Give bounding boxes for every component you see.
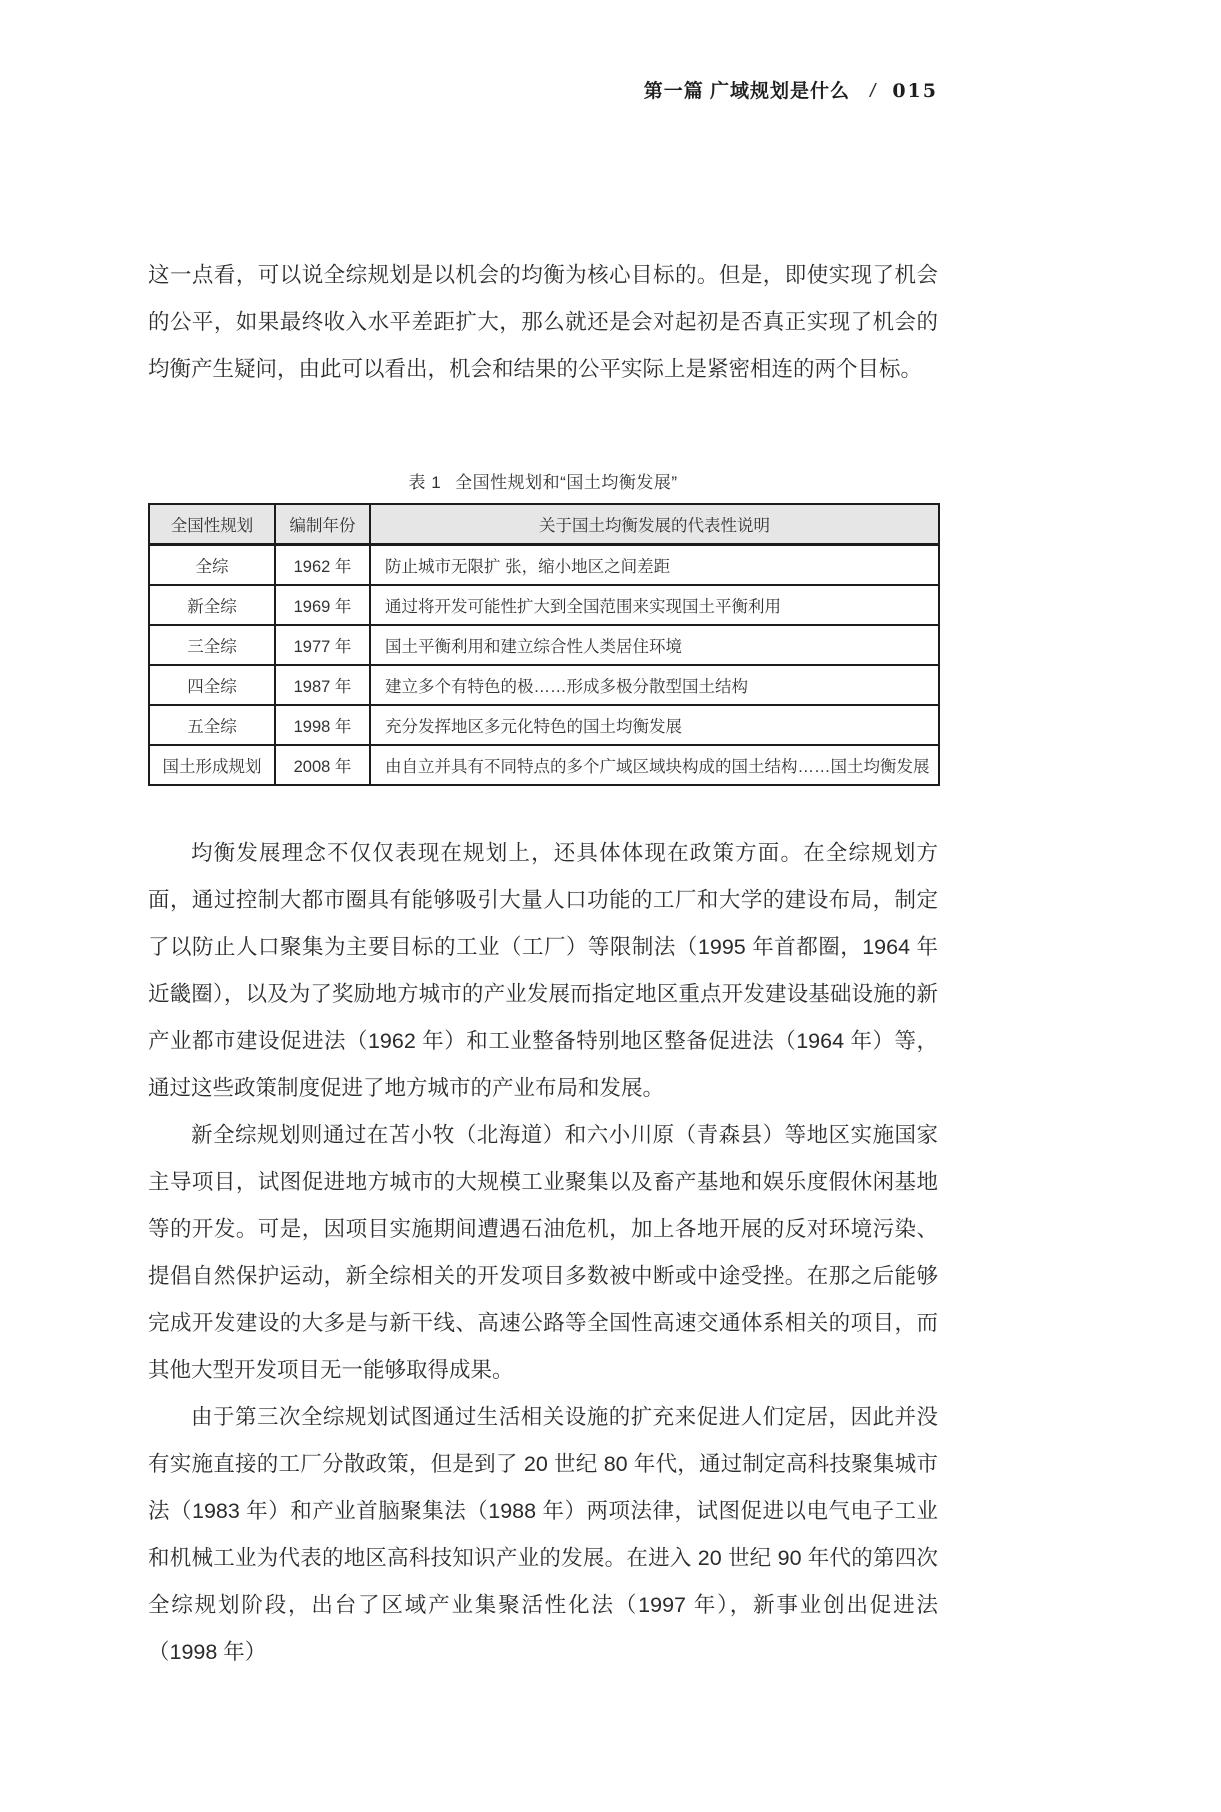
description-cell: 防止城市无限扩 张，缩小地区之间差距 xyxy=(370,545,939,586)
table-header-row xyxy=(149,504,939,545)
year-cell: 1977 年 xyxy=(275,625,370,665)
paragraph-4: 由于第三次全综规划试图通过生活相关设施的扩充来促进人们定居，因此并没有实施直接的工厂分散政策，但是到了 20 世纪 80 年代，通过制定高科技聚集城市法（1983 年）和产业首脑聚集法（1988 年）两项法律，试图促进以电气电子工业和机械工业为代表的地区高科技知识产业的发展。在进入 20 世纪 90 年代的第四次全综规划阶段，出台了区域产业集聚活性化法（1997 年），新事业创出促进法（1998 年） xyxy=(148,1405,938,1664)
header-separator: / xyxy=(870,81,877,102)
plan-name-cell: 四全综 xyxy=(149,665,275,705)
body-paragraphs xyxy=(148,830,938,1676)
plan-name-cell: 三全综 xyxy=(149,625,275,665)
chapter-title: 第一篇 广域规划是什么 xyxy=(643,81,851,102)
table-caption-label: 表 1 xyxy=(408,473,442,492)
column-header-year: 编制年份 xyxy=(275,504,370,545)
national-plans-table xyxy=(148,503,940,786)
paragraph-3: 新全综规划则通过在苫小牧（北海道）和六小川原（青森县）等地区实施国家主导项目，试图促进地方城市的大规模工业聚集以及畜产基地和娱乐度假休闲基地等的开发。可是，因项目实施期间遭遇石油危机，加上各地开展的反对环境污染、提倡自然保护运动，新全综相关的开发项目多数被中断或中途受挫。在那之后能够完成开发建设的大多是与新干线、高速公路等全国性高速交通体系相关的项目，而其他大型开发项目无一能够取得成果。 xyxy=(148,1123,938,1382)
running-header xyxy=(644,76,938,103)
plan-name-cell: 全综 xyxy=(149,545,275,586)
year-cell: 1962 年 xyxy=(275,545,370,586)
year-cell: 1998 年 xyxy=(275,705,370,745)
table-row xyxy=(149,745,939,785)
table-row xyxy=(149,545,939,586)
table-caption-title: 全国性规划和“国土均衡发展” xyxy=(455,473,678,492)
table-row xyxy=(149,705,939,745)
description-cell: 国土平衡利用和建立综合性人类居住环境 xyxy=(370,625,939,665)
description-cell: 通过将开发可能性扩大到全国范围来实现国土平衡利用 xyxy=(370,585,939,625)
year-cell: 1969 年 xyxy=(275,585,370,625)
description-cell: 充分发挥地区多元化特色的国土均衡发展 xyxy=(370,705,939,745)
table-caption xyxy=(148,468,938,493)
year-cell: 1987 年 xyxy=(275,665,370,705)
plan-name-cell: 五全综 xyxy=(149,705,275,745)
table-row xyxy=(149,625,939,665)
page-number: 015 xyxy=(892,80,938,102)
description-cell: 建立多个有特色的极……形成多极分散型国土结构 xyxy=(370,665,939,705)
description-cell: 由自立并具有不同特点的多个广域区域块构成的国土结构……国土均衡发展 xyxy=(370,745,939,785)
plan-name-cell: 新全综 xyxy=(149,585,275,625)
column-header-description: 关于国土均衡发展的代表性说明 xyxy=(370,504,939,545)
column-header-plan: 全国性规划 xyxy=(149,504,275,545)
paragraph-2: 均衡发展理念不仅仅表现在规划上，还具体体现在政策方面。在全综规划方面，通过控制大都市圈具有能够吸引大量人口功能的工厂和大学的建设布局，制定了以防止人口聚集为主要目标的工业（工厂）等限制法（1995 年首都圈，1964 年近畿圈），以及为了奖励地方城市的产业发展而指定地区重点开发建设基础设施的新产业都市建设促进法（1962 年）和工业整备特别地区整备促进法（1964 年）等，通过这些政策制度促进了地方城市的产业布局和发展。 xyxy=(148,841,938,1100)
paragraph-1: 这一点看，可以说全综规划是以机会的均衡为核心目标的。但是，即使实现了机会的公平，如果最终收入水平差距扩大，那么就还是会对起初是否真正实现了机会的均衡产生疑问，由此可以看出，机会和结果的公平实际上是紧密相连的两个目标。 xyxy=(148,263,938,381)
table-row xyxy=(149,665,939,705)
year-cell: 2008 年 xyxy=(275,745,370,785)
table-row xyxy=(149,585,939,625)
plan-name-cell: 国土形成规划 xyxy=(149,745,275,785)
